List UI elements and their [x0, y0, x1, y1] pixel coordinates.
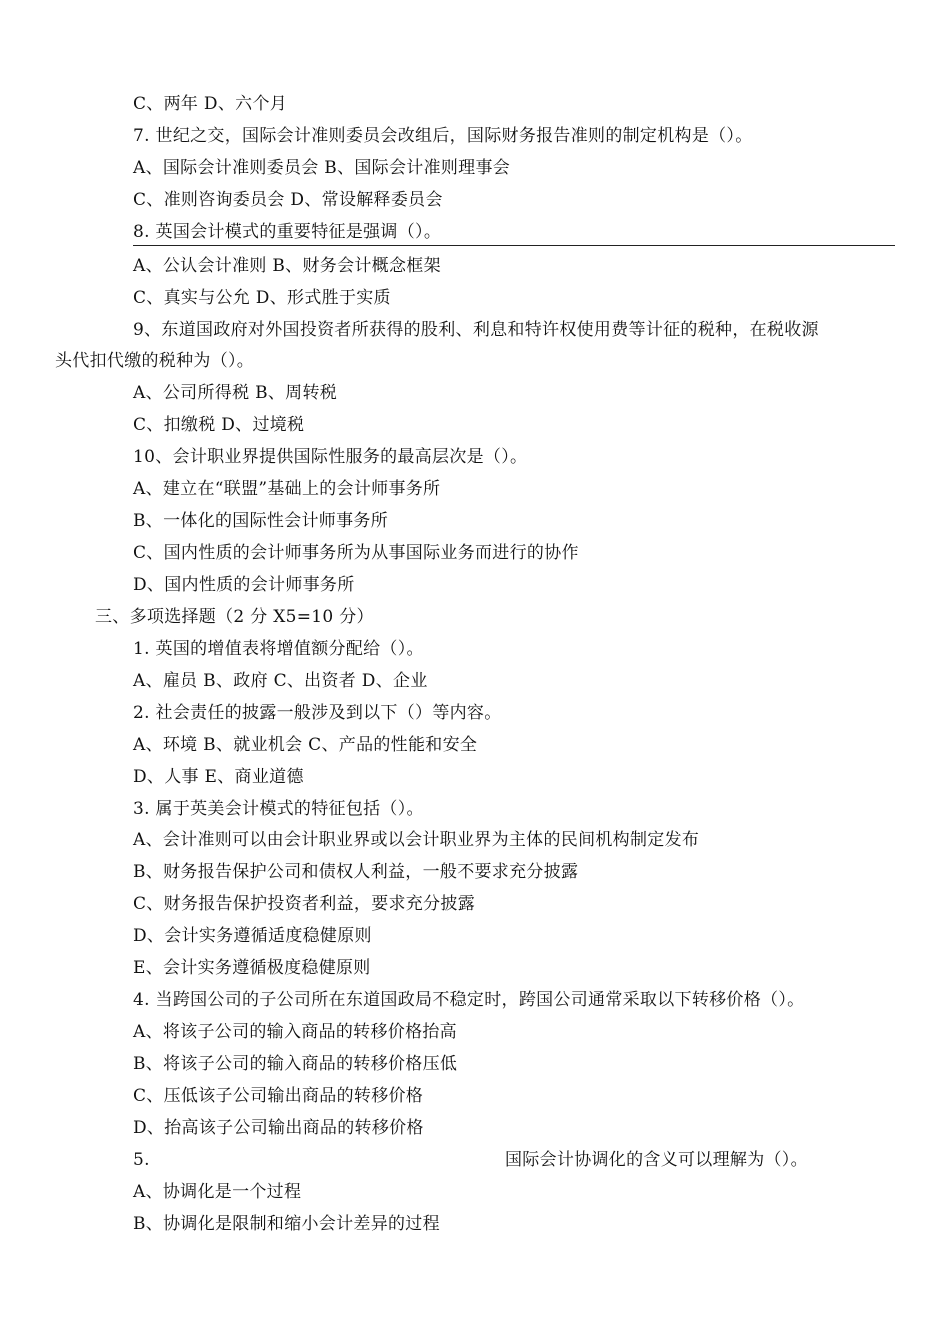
question-line: 2. 社会责任的披露一般涉及到以下（）等内容。: [133, 703, 502, 723]
option-line: A、协调化是一个过程: [133, 1182, 302, 1202]
option-line: A、建立在“联盟”基础上的会计师事务所: [133, 479, 441, 499]
option-line: C、财务报告保护投资者利益，要求充分披露: [133, 894, 476, 914]
option-line: C、压低该子公司输出商品的转移价格: [133, 1086, 424, 1106]
option-line: D、抬高该子公司输出商品的转移价格: [133, 1118, 424, 1138]
option-line: A、公认会计准则 B、财务会计概念框架: [133, 256, 441, 276]
option-line: C、两年 D、六个月: [133, 94, 288, 114]
section-heading: 三、多项选择题（2 分 X5=10 分）: [95, 607, 374, 627]
option-line: B、一体化的国际性会计师事务所: [133, 511, 388, 531]
option-line: C、准则咨询委员会 D、常设解释委员会: [133, 190, 443, 210]
question-text: 国际会计协调化的含义可以理解为（）。: [505, 1150, 808, 1170]
question-line: 3. 属于英美会计模式的特征包括（）。: [133, 799, 424, 819]
option-line: E、会计实务遵循极度稳健原则: [133, 958, 371, 978]
option-line: A、环境 B、就业机会 C、产品的性能和安全: [133, 735, 478, 755]
option-line: D、国内性质的会计师事务所: [133, 575, 355, 595]
option-line: A、将该子公司的输入商品的转移价格抬高: [133, 1022, 457, 1042]
option-line: D、人事 E、商业道德: [133, 767, 304, 787]
option-line: C、真实与公允 D、形式胜于实质: [133, 288, 391, 308]
option-line: C、国内性质的会计师事务所为从事国际业务而进行的协作: [133, 543, 579, 563]
option-line: A、公司所得税 B、周转税: [133, 383, 338, 403]
option-line: B、协调化是限制和缩小会计差异的过程: [133, 1214, 440, 1234]
horizontal-rule: [133, 245, 895, 246]
option-line: B、将该子公司的输入商品的转移价格压低: [133, 1054, 458, 1074]
option-line: A、国际会计准则委员会 B、国际会计准则理事会: [133, 158, 511, 178]
question-line-continued: 头代扣代缴的税种为（）。: [55, 351, 255, 371]
option-line: A、会计准则可以由会计职业界或以会计职业界为主体的民间机构制定发布: [133, 830, 700, 850]
option-line: A、雇员 B、政府 C、出资者 D、企业: [133, 671, 428, 691]
question-number: 5.: [133, 1150, 150, 1170]
question-line: 7. 世纪之交，国际会计准则委员会改组后，国际财务报告准则的制定机构是（）。: [133, 126, 753, 146]
question-line: 9、东道国政府对外国投资者所获得的股利、利息和特许权使用费等计征的税种，在税收源: [133, 320, 819, 340]
option-line: B、财务报告保护公司和债权人利益，一般不要求充分披露: [133, 862, 579, 882]
question-line: 10、会计职业界提供国际性服务的最高层次是（）。: [133, 447, 528, 467]
question-line: 1. 英国的增值表将增值额分配给（）。: [133, 639, 424, 659]
option-line: D、会计实务遵循适度稳健原则: [133, 926, 372, 946]
question-line: 8. 英国会计模式的重要特征是强调（）。: [133, 222, 442, 242]
question-line: 4. 当跨国公司的子公司所在东道国政局不稳定时，跨国公司通常采取以下转移价格（）。: [133, 990, 805, 1010]
option-line: C、扣缴税 D、过境税: [133, 415, 305, 435]
